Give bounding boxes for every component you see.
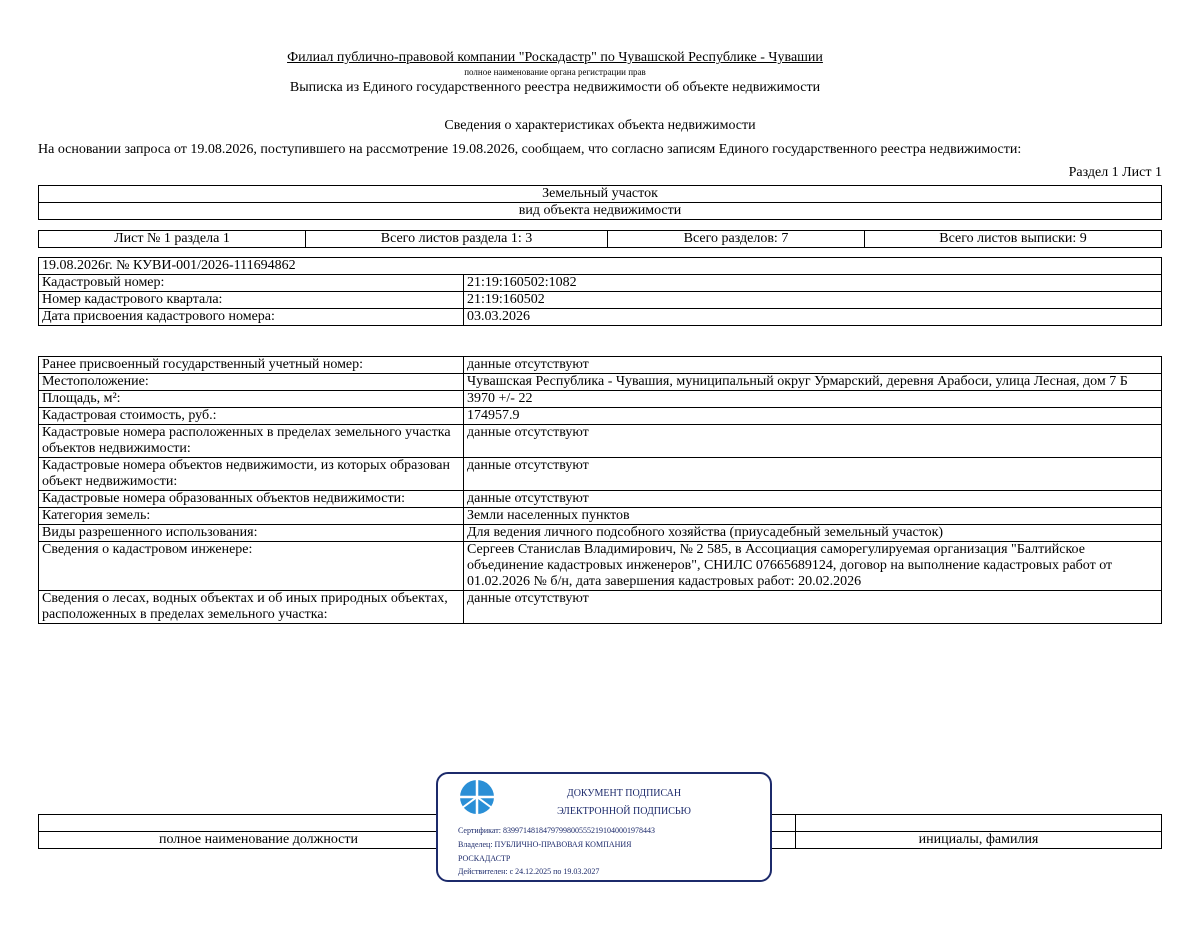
stamp-certificate: Сертификат: 8399714818479799800555219104000197844З bbox=[458, 826, 655, 835]
stamp-owner-2: РОСКАДАСТР bbox=[458, 854, 511, 863]
field-value: данные отсутствуют bbox=[464, 491, 1162, 508]
field-label: Кадастровая стоимость, руб.: bbox=[39, 408, 464, 425]
field-label: Кадастровые номера объектов недвижимости, из которых образован объект недвижимости: bbox=[39, 458, 464, 491]
name-caption: инициалы, фамилия bbox=[796, 832, 1162, 849]
field-label: Категория земель: bbox=[39, 508, 464, 525]
field-label: Кадастровые номера образованных объектов недвижимости: bbox=[39, 491, 464, 508]
total-sections: Всего разделов: 7 bbox=[608, 231, 865, 248]
field-value: Земли населенных пунктов bbox=[464, 508, 1162, 525]
organization-name: Филиал публично-правовой компании "Роскадастр" по Чувашской Республике - Чувашии bbox=[287, 50, 823, 65]
table-row bbox=[39, 525, 1162, 542]
extract-number: 19.08.2026г. № КУВИ-001/2026-111694862 bbox=[39, 258, 1162, 275]
object-type: Земельный участок bbox=[39, 186, 1162, 203]
identification-table bbox=[38, 257, 1162, 326]
basis-text: На основании запроса от 19.08.2026, поступившего на рассмотрение 19.08.2026, сообщаем, что согласно записям Единого государственного реестра недвижимости: bbox=[38, 142, 1022, 157]
field-label: Кадастровый номер: bbox=[39, 275, 464, 292]
stamp-owner: Владелец: ПУБЛИЧНО-ПРАВОВАЯ КОМПАНИЯ bbox=[458, 840, 632, 849]
total-sheets: Всего листов выписки: 9 bbox=[865, 231, 1162, 248]
field-value: 03.03.2026 bbox=[464, 309, 1162, 326]
extract-title: Выписка из Единого государственного реестра недвижимости об объекте недвижимости bbox=[289, 80, 821, 95]
field-value: 174957.9 bbox=[464, 408, 1162, 425]
table-row bbox=[39, 408, 1162, 425]
sheet-number: Лист № 1 раздела 1 bbox=[39, 231, 306, 248]
table-row bbox=[39, 491, 1162, 508]
field-label: Дата присвоения кадастрового номера: bbox=[39, 309, 464, 326]
field-value: данные отсутствуют bbox=[464, 357, 1162, 374]
name-cell bbox=[796, 815, 1162, 832]
table-row bbox=[39, 275, 1162, 292]
table-row bbox=[39, 458, 1162, 491]
field-value: Для ведения личного подсобного хозяйства (приусадебный земельный участок) bbox=[464, 525, 1162, 542]
field-value: Сергеев Станислав Владимирович, № 2 585, в Ассоциация саморегулируемая организация "Балтийское объединение кадастровых инженеров", СНИЛС 07665689124, договор на выполнение кадастровых работ от 01.02.2026 № б/н, дата завершения кадастровых работ: 20.02.2026 bbox=[464, 542, 1162, 591]
table-row bbox=[39, 292, 1162, 309]
table-row bbox=[39, 391, 1162, 408]
field-label: Ранее присвоенный государственный учетный номер: bbox=[39, 357, 464, 374]
field-label: Площадь, м²: bbox=[39, 391, 464, 408]
section-title: Сведения о характеристиках объекта недвижимости bbox=[444, 118, 756, 133]
field-value: данные отсутствуют bbox=[464, 591, 1162, 624]
table-row bbox=[39, 425, 1162, 458]
stamp-line-2: ЭЛЕКТРОННОЙ ПОДПИСЬЮ bbox=[557, 806, 691, 817]
organization-caption: полное наименование органа регистрации прав bbox=[464, 67, 646, 77]
field-value: данные отсутствуют bbox=[464, 425, 1162, 458]
object-type-table bbox=[38, 185, 1162, 220]
field-label: Сведения о кадастровом инженере: bbox=[39, 542, 464, 591]
field-label: Кадастровые номера расположенных в пределах земельного участка объектов недвижимости: bbox=[39, 425, 464, 458]
details-table bbox=[38, 356, 1162, 624]
field-value: 21:19:160502:1082 bbox=[464, 275, 1162, 292]
field-value: 21:19:160502 bbox=[464, 292, 1162, 309]
field-label: Виды разрешенного использования: bbox=[39, 525, 464, 542]
electronic-signature-stamp bbox=[436, 772, 772, 882]
field-value: 3970 +/- 22 bbox=[464, 391, 1162, 408]
sheet-count-table bbox=[38, 230, 1162, 248]
stamp-line-1: ДОКУМЕНТ ПОДПИСАН bbox=[566, 788, 682, 799]
position-cell bbox=[39, 815, 479, 832]
table-row bbox=[39, 508, 1162, 525]
field-value: Чувашская Республика - Чувашия, муниципальный округ Урмарский, деревня Арабоси, улица Лесная, дом 7 Б bbox=[464, 374, 1162, 391]
field-value: данные отсутствуют bbox=[464, 458, 1162, 491]
table-row bbox=[39, 309, 1162, 326]
section-sheet: Раздел 1 Лист 1 bbox=[1068, 165, 1162, 180]
table-row bbox=[39, 542, 1162, 591]
stamp-validity: Действителен: с 24.12.2025 по 19.03.2027 bbox=[458, 867, 600, 876]
table-row bbox=[39, 591, 1162, 624]
field-label: Сведения о лесах, водных объектах и об иных природных объектах, расположенных в пределах земельного участка: bbox=[39, 591, 464, 624]
field-label: Номер кадастрового квартала: bbox=[39, 292, 464, 309]
object-type-caption: вид объекта недвижимости bbox=[39, 203, 1162, 220]
position-caption: полное наименование должности bbox=[39, 832, 479, 849]
table-row bbox=[39, 374, 1162, 391]
sheets-in-section: Всего листов раздела 1: 3 bbox=[306, 231, 608, 248]
field-label: Местоположение: bbox=[39, 374, 464, 391]
table-row bbox=[39, 357, 1162, 374]
